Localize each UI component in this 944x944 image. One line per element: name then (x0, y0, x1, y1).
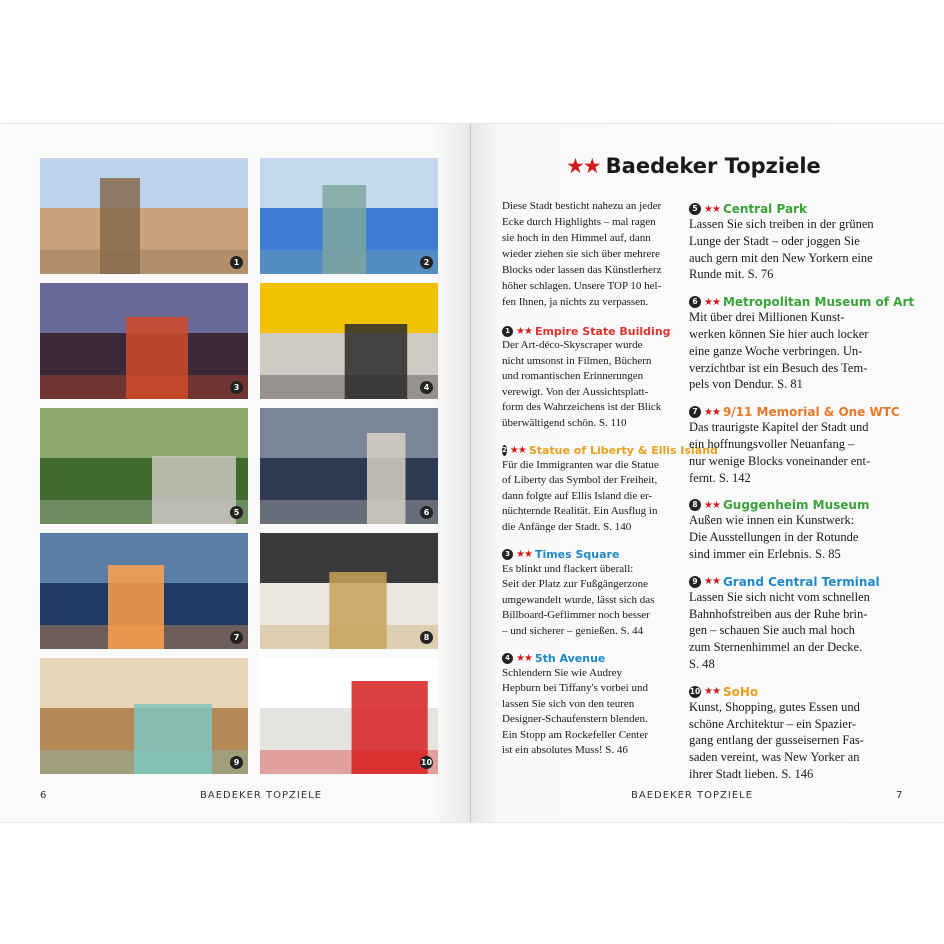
entry-heading (502, 548, 684, 562)
entry-name: SoHo (722, 684, 759, 699)
entry-heading (689, 685, 921, 699)
entry-stars: ★★ (704, 296, 720, 308)
entry-line: Lassen Sie sich treiben in der grünen (689, 217, 874, 231)
entry-line: die Anfänge der Stadt. S. 140 (502, 520, 632, 533)
entry-line: Lassen Sie sich nicht vom schnellen (689, 589, 870, 604)
topziel-entry-7 (689, 405, 921, 486)
entry-line: saden vereint, was New Yorker an (689, 750, 860, 765)
entry-stars: ★★ (516, 325, 532, 337)
open-book (0, 118, 944, 826)
entry-line: ein hoffnungsvoller Neuanfang – (689, 436, 855, 451)
intro-line: höher schlagen. Unsere TOP 10 hel- (502, 280, 662, 292)
entry-line: form des Wahrzeichens ist der Blick (502, 401, 662, 414)
entry-description (502, 666, 684, 760)
entry-line: Runde mit. S. 76 (689, 267, 774, 282)
photo-4 (260, 283, 438, 399)
entry-line: lassen Sie sich von den teuren (502, 697, 635, 710)
entry-number-badge: 6 (689, 296, 701, 308)
right-running-head: BAEDEKER TOPZIELE (631, 790, 754, 801)
entry-line: verewigt. Von der Aussichtsplatt- (502, 385, 649, 398)
topziel-entry-8 (689, 498, 921, 562)
entry-line: werken können Sie hier auch locker (689, 326, 869, 341)
entry-line: eine ganze Woche verbringen. Un- (689, 343, 863, 358)
intro-line: wieder ziehen sie sich über mehrere (502, 248, 660, 260)
entry-description (689, 309, 921, 393)
entry-line: Lunge der Stadt – oder joggen Sie (689, 233, 860, 248)
photo-number-badge: 10 (420, 758, 433, 767)
entry-line: Kunst, Shopping, gutes Essen und (689, 699, 860, 714)
entry-line: Schlendern Sie wie Audrey (502, 666, 623, 679)
entry-stars: ★★ (516, 653, 532, 664)
photo-7 (40, 533, 248, 649)
entry-line: Hepburn bei Tiffany's vorbei und (502, 682, 648, 695)
topziel-entry-4 (502, 652, 684, 760)
entry-line: – und sicherer – genießen. S. 44 (502, 624, 644, 637)
entry-name: Central Park (722, 202, 807, 216)
intro-line: Ecke durch Highlights – mal ragen (502, 216, 656, 228)
entry-description (689, 589, 921, 673)
entry-line: Billboard-Geflimmer noch besser (502, 609, 650, 622)
entry-number-badge: 3 (502, 549, 513, 560)
topziel-entry-2 (502, 444, 718, 536)
entry-description (689, 512, 921, 562)
entry-heading (502, 444, 718, 458)
title-text: Baedeker Topziele (605, 154, 821, 178)
entry-heading (689, 498, 921, 512)
entries-column-right (689, 202, 921, 795)
entry-line: Designer-Schaufenstern blenden. (502, 713, 648, 726)
entry-heading (689, 405, 921, 419)
left-running-head: BAEDEKER TOPZIELE (200, 790, 323, 801)
entry-name: 9/11 Memorial & One WTC (722, 405, 900, 420)
photo-2 (260, 158, 438, 274)
entry-line: verzichtbar ist ein Besuch des Tem- (689, 360, 868, 375)
entry-description (502, 458, 684, 536)
entry-line: Ein Stopp am Rockefeller Center (502, 728, 649, 741)
entry-line: Der Art-déco-Skyscraper wurde (502, 339, 643, 351)
entry-line: gang entlang der gusseisernen Fas- (689, 733, 864, 748)
intro-line: Blocks oder lassen das Künstlerherz (502, 264, 662, 276)
photo-5 (40, 408, 248, 524)
entry-line: of Liberty das Symbol der Freiheit, (502, 474, 658, 487)
entry-description (502, 562, 684, 640)
photo-number-badge: 8 (420, 631, 433, 644)
entry-heading (689, 202, 921, 216)
entry-number-badge: 1 (502, 326, 513, 337)
entry-stars: ★★ (704, 406, 720, 418)
photo-number-badge: 5 (230, 506, 243, 519)
entry-line: auch gern mit den New Yorkern eine (689, 250, 873, 265)
entry-line: nicht umsonst in Filmen, Büchern (502, 354, 652, 367)
intro-paragraph (502, 198, 682, 310)
entry-line: dann folgte auf Ellis Island die er- (502, 489, 653, 502)
entry-line: ihrer Stadt lieben. S. 146 (689, 766, 814, 781)
entry-stars: ★★ (704, 686, 720, 698)
entry-line: nüchternde Realität. Ein Ausflug in (502, 505, 658, 518)
photo-number-badge: 4 (420, 381, 433, 394)
entry-line: nur wenige Blocks voneinander ent- (689, 453, 871, 468)
entry-line: S. 48 (689, 656, 715, 671)
entry-number-badge: 7 (689, 406, 701, 418)
entry-stars: ★★ (704, 576, 720, 588)
photo-3 (40, 283, 248, 399)
entry-line: Mit über drei Millionen Kunst- (689, 310, 845, 325)
entry-number-badge: 8 (689, 499, 701, 511)
photo-8 (260, 533, 438, 649)
entry-name: Times Square (534, 548, 620, 562)
entry-line: pels von Dendur. S. 81 (689, 377, 803, 392)
topziel-entry-1 (502, 324, 684, 432)
entry-name: Guggenheim Museum (722, 498, 870, 513)
entry-number-badge: 5 (689, 203, 701, 215)
entry-line: gen – schauen Sie auch mal hoch (689, 623, 855, 638)
entry-line: sind immer ein Erlebnis. S. 85 (689, 546, 841, 561)
intro-line: sie hoch in den Himmel auf, dann (502, 232, 651, 244)
photo-1 (40, 158, 248, 274)
entry-line: Seit der Platz zur Fußgängerzone (502, 578, 649, 591)
entry-line: Außen wie innen ein Kunstwerk: (689, 513, 855, 528)
topziel-entry-3 (502, 548, 684, 640)
topziel-entry-10 (689, 685, 921, 783)
topziel-entry-5 (689, 202, 921, 283)
photo-number-badge: 6 (420, 506, 433, 519)
left-page (0, 124, 471, 822)
entry-number-badge: 10 (689, 686, 701, 696)
entry-description (689, 216, 921, 283)
entry-line: schöne Architektur – ein Spazier- (689, 716, 857, 731)
entry-line: ist ein absolutes Muss! S. 46 (502, 744, 628, 757)
entry-description (502, 338, 684, 432)
entry-heading (502, 324, 684, 338)
photo-number-badge: 7 (230, 631, 243, 644)
left-page-number: 6 (40, 790, 48, 801)
entry-stars: ★★ (516, 549, 532, 561)
entry-name: 5th Avenue (534, 652, 606, 665)
entry-line: Für die Immigranten war die Statue (502, 458, 659, 471)
photo-number-badge: 2 (420, 256, 433, 269)
entry-line: Es blinkt und flackert überall: (502, 562, 634, 575)
topziel-entry-9 (689, 575, 921, 673)
photo-9 (40, 658, 248, 774)
entry-name: Statue of Liberty & Ellis Island (528, 444, 718, 458)
title-stars: ★★ (566, 154, 600, 178)
right-page (471, 124, 944, 822)
intro-line: fen Ihnen, ja nichts zu verpassen. (502, 296, 649, 308)
entry-line: Bahnhofstreiben aus der Ruhe brin- (689, 606, 868, 621)
entry-heading (689, 295, 921, 309)
topziel-entry-6 (689, 295, 921, 393)
entry-line: umgewandelt wurde, lässt sich das (502, 593, 655, 606)
photo-number-badge: 1 (230, 256, 243, 269)
entry-number-badge: 2 (502, 446, 507, 455)
intro-line: Diese Stadt besticht nahezu an jeder (502, 200, 662, 212)
entry-line: überwältigend schön. S. 110 (502, 416, 627, 429)
entry-name: Metropolitan Museum of Art (722, 295, 915, 310)
entry-name: Grand Central Terminal (722, 574, 880, 589)
entry-line: Die Ausstellungen in der Rotunde (689, 530, 859, 545)
photo-10 (260, 658, 438, 774)
entry-stars: ★★ (704, 203, 720, 215)
entry-line: zum Sternenhimmel an der Decke. (689, 640, 863, 655)
page-title (566, 154, 906, 178)
right-page-number: 7 (896, 790, 904, 801)
entry-name: Empire State Building (534, 324, 671, 338)
entry-line: Das traurigste Kapitel der Stadt und (689, 420, 869, 435)
entry-heading (502, 652, 684, 666)
entry-stars: ★★ (704, 499, 720, 511)
entry-number-badge: 4 (502, 653, 513, 664)
entry-number-badge: 9 (689, 576, 701, 588)
entry-description (689, 419, 921, 486)
entry-heading (689, 575, 921, 589)
entry-line: fernt. S. 142 (689, 470, 751, 485)
photo-number-badge: 9 (230, 756, 243, 769)
entry-line: und romantischen Erinnerungen (502, 370, 644, 383)
entry-stars: ★★ (509, 445, 526, 457)
photo-number-badge: 3 (230, 381, 243, 394)
entry-description (689, 699, 921, 783)
photo-6 (260, 408, 438, 524)
